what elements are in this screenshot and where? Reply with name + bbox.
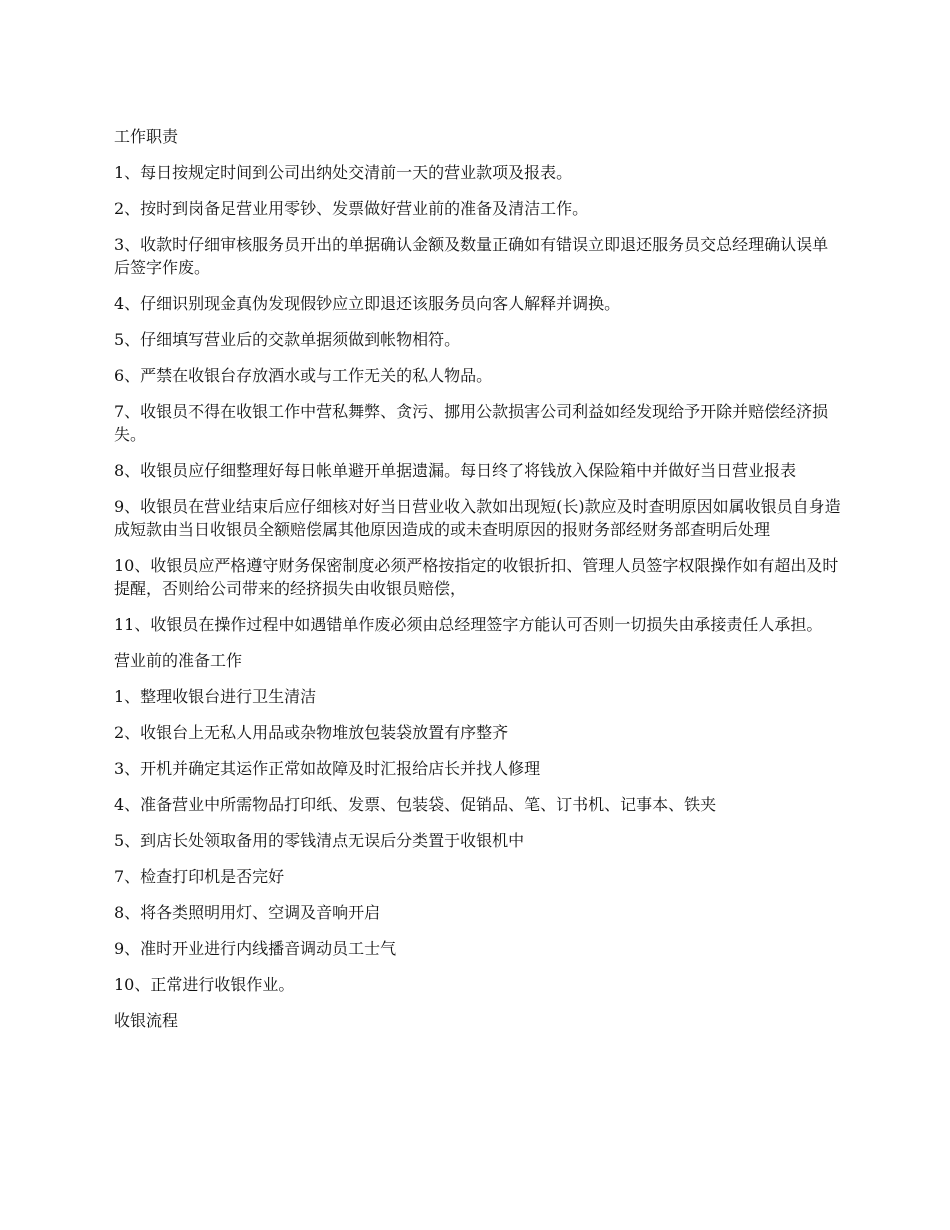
paragraph: 9、收银员在营业结束后应仔细核对好当日营业收入款如出现短(长)款应及时查明原因如属收银员自身造成短款由当日收银员全额赔偿属其他原因造成的或未查明原因的报财务部经财务部查明后处理: [114, 497, 841, 539]
paragraph: 6、严禁在收银台存放酒水或与工作无关的私人物品。: [114, 366, 493, 385]
paragraph: 8、收银员应仔细整理好每日帐单避开单据遗漏。每日终了将钱放入保险箱中并做好当日营业报表: [114, 461, 797, 480]
paragraph: 3、收款时仔细审核服务员开出的单据确认金额及数量正确如有错误立即退还服务员交总经理确认误单后签字作废。: [114, 235, 829, 277]
paragraph: 4、准备营业中所需物品打印纸、发票、包装袋、促销品、笔、订书机、记事本、铁夹: [114, 795, 717, 814]
document-body: [114, 125, 844, 1045]
section-heading-job-duties: 工作职责: [114, 127, 179, 146]
paragraph: 8、将各类照明用灯、空调及音响开启: [114, 903, 381, 922]
paragraph: 1、每日按规定时间到公司出纳处交清前一天的营业款项及报表。: [114, 163, 573, 182]
paragraph: 5、仔细填写营业后的交款单据须做到帐物相符。: [114, 330, 461, 349]
paragraph: 1、整理收银台进行卫生清洁: [114, 687, 317, 706]
paragraph: 3、开机并确定其运作正常如故障及时汇报给店长并找人修理: [114, 759, 541, 778]
paragraph: 10、收银员应严格遵守财务保密制度必须严格按指定的收银折扣、管理人员签字权限操作如有超出及时提醒，否则给公司带来的经挤损失由收银员赔偿，: [114, 556, 839, 598]
paragraph: 9、准时开业进行内线播音调动员工士气: [114, 939, 397, 958]
paragraph: 7、收银员不得在收银工作中营私舞弊、贪污、挪用公款损害公司利益如经发现给予开除并赔偿经济损失。: [114, 402, 829, 444]
section-heading-pre-opening-prep: 营业前的准备工作: [114, 651, 243, 670]
paragraph: 4、仔细识别现金真伪发现假钞应立即退还该服务员向客人解释并调换。: [114, 294, 621, 313]
paragraph: 10、正常进行收银作业。: [114, 975, 295, 994]
section-heading-cashier-process: 收银流程: [114, 1011, 179, 1030]
paragraph: 5、到店长处领取备用的零钱清点无误后分类置于收银机中: [114, 831, 525, 850]
paragraph: 2、按时到岗备足营业用零钞、发票做好营业前的准备及清洁工作。: [114, 199, 589, 218]
paragraph: 11、收银员在操作过程中如遇错单作废必须由总经理签字方能认可否则一切损失由承接责任人承担。: [114, 615, 823, 634]
paragraph: 7、检查打印机是否完好: [114, 867, 285, 886]
paragraph: 2、收银台上无私人用品或杂物堆放包装袋放置有序整齐: [114, 723, 509, 742]
